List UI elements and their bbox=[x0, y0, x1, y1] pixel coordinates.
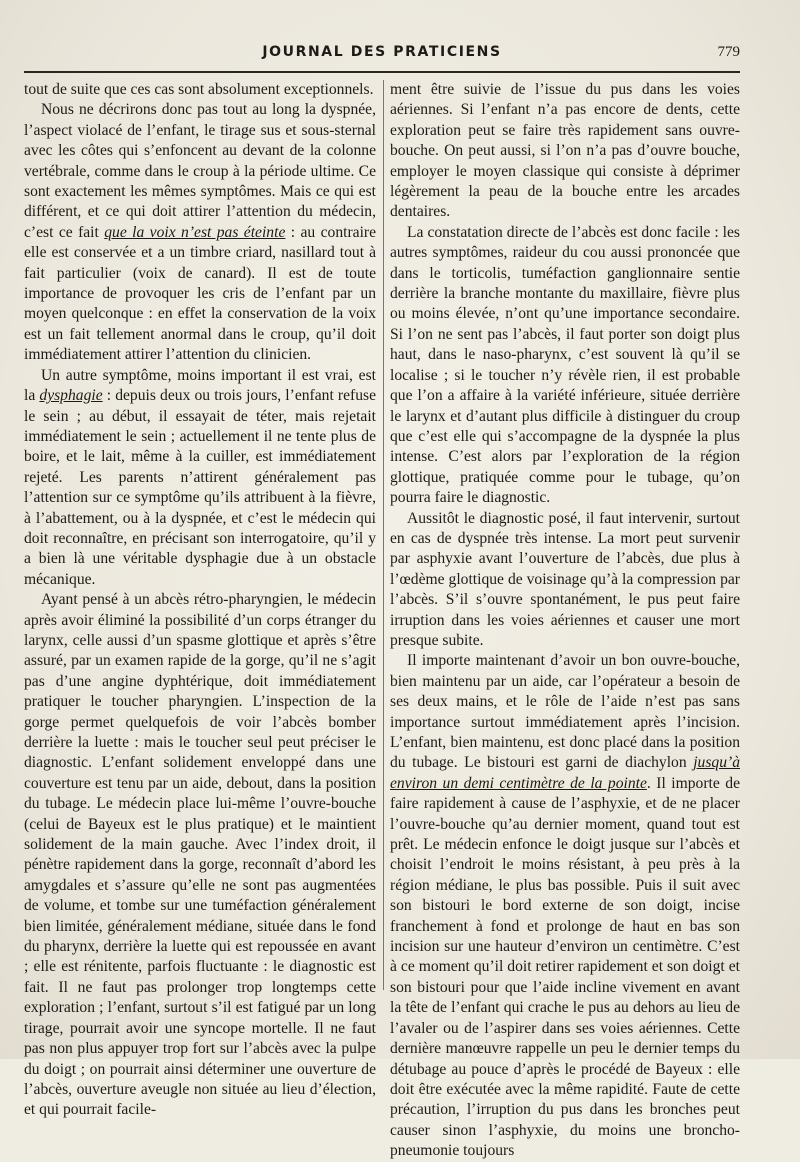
paragraph: La constatation directe de l’abcès est donc facile : les autres symptômes, raideur du cou aussi prononcée que dans le torticolis, tuméfaction ganglionnaire sentie derrière la branche montante du maxillaire, fièvre plus ou moins élevée, n’ont qu’une importance secondaire. Si l’on ne sent pas l’abcès, il faut porter son doigt plus haut, dans le naso-pharynx, c’est souvent là qu’il se localise ; si le toucher n’y révèle rien, il est probable que l’on a affaire à la variété inférieure, située derrière le larynx et d’autant plus difficile à distinguer du croup que c’est elle qui s’accompagne de la dyspnée la plus intense. C’est alors par l’exploration de la région glottique, pratiquée comme pour le tubage, qu’on pourra faire le diagnostic. bbox=[390, 223, 740, 507]
paragraph-text: : au contraire elle est conservée et a un timbre criard, nasillard tout à fait particulier (voix de canard). Il est de toute importance de provoquer les cris de l’enfant par un moyen quelconque : en effet la conservation de la voix est un fait tellement anormal dans le croup, qu’il doit immédiatement attirer l’attention du clinicien. bbox=[24, 223, 377, 364]
paragraph: ment être suivie de l’issue du pus dans les voies aériennes. Si l’enfant n’a pas encore de dents, cette exploration peut se faire très rapidement sans ouvre-bouche. On peut aussi, si l’on n’a pas d’ouvre bouche, employer le moyen classique qui consiste à déprimer légèrement la peau de la bouche entre les arcades dentaires. bbox=[390, 81, 740, 221]
page-number: 779 bbox=[717, 44, 740, 60]
paragraph-text: Un autre symptôme, moins important il est vrai, est la bbox=[24, 366, 376, 405]
paragraph: Ayant pensé à un abcès rétro-pharyngien, le médecin après avoir éliminé la possibilité d’un corps étranger du larynx, celle aussi d’un spasme glottique et après s’être assuré, par un examen rapide de la gorge, qu’il ne s’agit pas d’une angine dyphtérique, doit immédiatement pratiquer le toucher pharyngien. L’inspection de la gorge permet quelquefois de voir l’abcès bomber derrière la luette : mais le toucher seul peut préciser le diagnostic. L’enfant solidement enveloppé dans une couverture est tenu par un aide, debout, dans la position du tubage. Le médecin place lui-même l’ouvre-bouche (celui de Bayeux est le plus pratique) et le maintient solidement de la main gauche. Avec l’index droit, il pénètre rapidement dans la gorge, reconnaît d’abord les amygdales et s’assure qu’elle ne sont pas augmentées de volume, et tombe sur une tuméfaction généralement bien limitée, généralement médiane, située dans le fond du pharynx, derrière la luette qui est repoussée en avant ; elle est rénitente, parfois fluctuante : le diagnostic est fait. Il ne faut pas prolonger trop longtemps cette exploration ; l’enfant, surtout s’il est fatigué par un long tirage, pourrait avoir une syncope mortelle. Il ne faut pas non plus appuyer trop fort sur l’abcès avec la pulpe du doigt ; on pourrait ainsi déterminer une ouverture de l’abcès, ouverture aveugle non située au lieu d’élection, et qui pourrait facile- bbox=[24, 591, 376, 1119]
paragraph: tout de suite que ces cas sont absolument exceptionnels. bbox=[24, 81, 374, 98]
paragraph-incision bbox=[390, 651, 740, 1161]
right-column bbox=[390, 80, 740, 1162]
header-rule bbox=[24, 71, 740, 73]
journal-title: JOURNAL DES PRATICIENS bbox=[262, 44, 502, 60]
paragraph-text: Il importe maintenant d’avoir un bon ouvre-bouche, bien maintenu par un aide, car l’opérateur a besoin de ses deux mains, et le rôle de l’aide n’est pas sans importance surtout immédiatement après l’incision. L’enfant, bien maintenu, est donc placé dans la position du tubage. Le bistouri est garni de diachylon bbox=[390, 652, 740, 772]
left-column bbox=[24, 80, 376, 1121]
running-header bbox=[24, 42, 740, 66]
emphasis-text: jusqu’à environ un demi centimètre de la pointe bbox=[390, 754, 740, 792]
paragraph-text: . Il importe de faire rapidement à cause de l’asphyxie, et de ne placer l’ouvre-bouche qu’au dernier moment, quand tout est prêt. Le médecin enfonce le doigt jusque sur l’abcès et choisit l’endroit le moins résistant, à peu près à la région médiane, le plus bas possible. Puis il suit avec son bistouri le bord externe de son doigt, incise franchement à fond et prolonge de haut en bas son incision sur une hauteur d’environ un centimètre. C’est à ce moment qu’il doit retirer rapidement et son doigt et son bistouri pour que l’aide incline vivement en avant la tête de l’enfant qui crache le pus au dehors au lieu de l’avaler ou de l’aspirer dans ses voies aériennes. Cette dernière manœuvre rappelle un peu le dernier temps du détubage au pouce d’après le procédé de Bayeux : elle doit être exécutée avec la même rapidité. Faute de cette précaution, l’irruption du pus dans les bronches peut causer sinon l’asphyxie, du moins une broncho-pneumonie toujours bbox=[390, 774, 740, 1160]
paragraph-voice bbox=[24, 100, 376, 365]
emphasis-text: que la voix n’est pas éteinte bbox=[104, 223, 286, 241]
paragraph-dysphagia bbox=[24, 366, 376, 590]
paragraph: Aussitôt le diagnostic posé, il faut intervenir, surtout en cas de dyspnée très intense. La mort peut survenir par asphyxie avant l’ouverture de l’abcès, due plus à l’œdème glottique de voisinage qu’à la compression par l’abcès. S’il s’ouvre spontanément, le pus peut faire irruption dans les voies aériennes et causer une mort presque subite. bbox=[390, 509, 740, 649]
paragraph-text: Nous ne décrirons donc pas tout au long la dyspnée, l’aspect violacé de l’enfant, le tirage sus et sous-sternal avec les côtes qui s’enfoncent au devant de la colonne vertébrale, comme dans le croup à la période ultime. Ce sont exactement les mêmes symptômes. Mais ce qui est différent, et ce qui doit attirer l’attention du médecin, c’est ce fait bbox=[24, 101, 376, 241]
column-divider bbox=[383, 80, 384, 990]
emphasis-text: dysphagie bbox=[39, 387, 103, 405]
paragraph-text: : depuis deux ou trois jours, l’enfant refuse le sein ; au début, il essayait de téter, mais rejetait immédiatement le sein ; actuellement il ne tente plus de boire, et le lait, même à la cuiller, est immédiatement rejeté. Les parents n’attirent généralement pas l’attention sur ce symptôme qu’ils attribuent à la fièvre, à l’abattement, ou à la dyspnée, et c’est le médecin qui doit reconnaître, en précisant son interrogatoire, qu’il y a bien là une véritable dysphagie due à un obstacle mécanique. bbox=[24, 387, 376, 588]
